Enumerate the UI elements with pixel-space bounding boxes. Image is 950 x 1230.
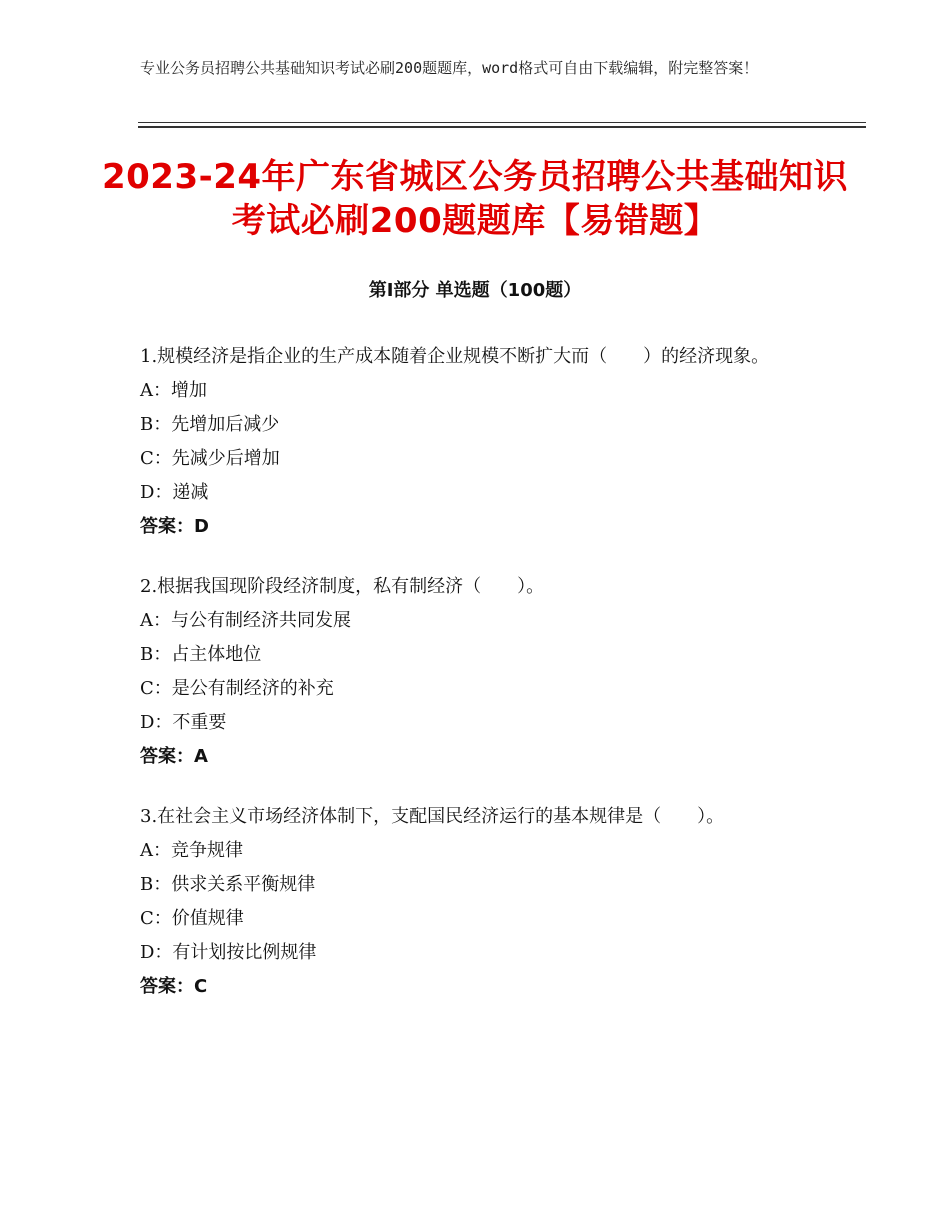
question-3: [140, 800, 830, 1004]
question-stem: 2.根据我国现阶段经济制度，私有制经济（ ）。: [140, 576, 545, 597]
document-title: 2023-24年广东省城区公务员招聘公共基础知识考试必刷200题题库【易错题】: [101, 157, 849, 241]
header-note: 专业公务员招聘公共基础知识考试必刷200题题库，word格式可自由下载编辑，附完整答案！: [140, 59, 759, 77]
answer-line: 答案：A: [140, 746, 208, 767]
option-a: A：竞争规律: [140, 840, 243, 861]
option-d: D：不重要: [140, 712, 227, 733]
answer-line: 答案：C: [140, 976, 208, 997]
header-divider: [138, 122, 866, 123]
answer-line: 答案：D: [140, 516, 209, 537]
question-1: [140, 340, 830, 544]
option-d: D：递减: [140, 482, 209, 503]
question-stem: 3.在社会主义市场经济体制下，支配国民经济运行的基本规律是（ ）。: [140, 806, 725, 827]
option-a: A：增加: [140, 380, 207, 401]
question-stem: 1.规模经济是指企业的生产成本随着企业规模不断扩大而（ ）的经济现象。: [140, 346, 770, 367]
option-c: C：是公有制经济的补充: [140, 678, 334, 699]
option-b: B：供求关系平衡规律: [140, 874, 316, 895]
section-title: 第Ⅰ部分 单选题（100题）: [368, 280, 582, 301]
option-d: D：有计划按比例规律: [140, 942, 317, 963]
header-divider-thick: [138, 126, 866, 128]
option-c: C：先减少后增加: [140, 448, 280, 469]
option-a: A：与公有制经济共同发展: [140, 610, 351, 631]
question-list: [140, 340, 830, 1030]
option-c: C：价值规律: [140, 908, 244, 929]
question-2: [140, 570, 830, 774]
option-b: B：占主体地位: [140, 644, 262, 665]
option-b: B：先增加后减少: [140, 414, 280, 435]
